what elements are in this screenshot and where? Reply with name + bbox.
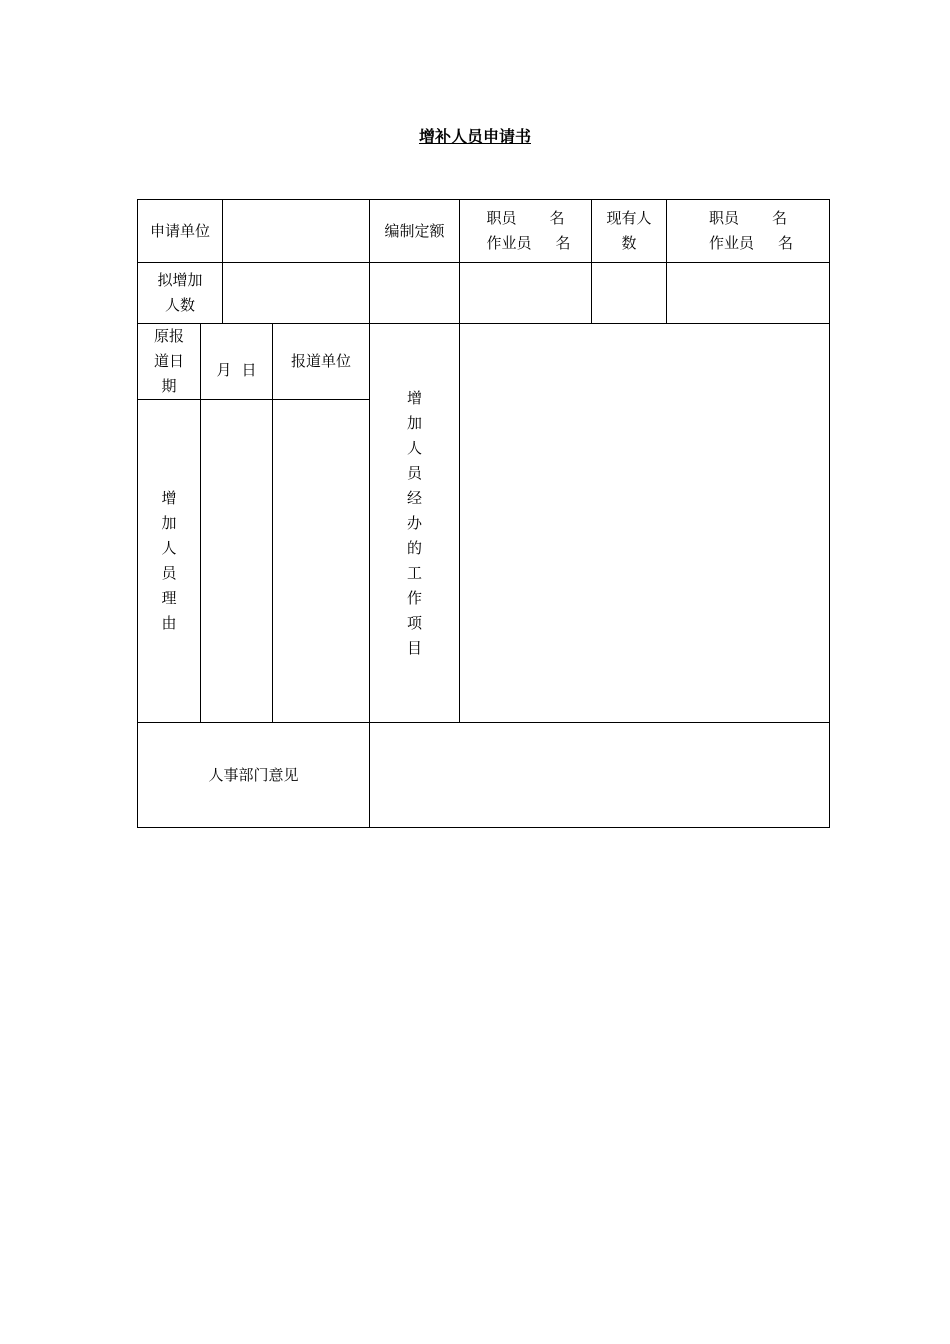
quota-counts [460, 200, 591, 262]
increase-reason-label-char: 增 [161, 489, 177, 507]
increase-reason-label-char: 加 [161, 514, 177, 532]
work-items-label-char: 员 [406, 463, 422, 482]
planned-increase-label: 拟增加 人数 [157, 271, 203, 314]
day-label: 日 [241, 360, 257, 379]
work-items-label-char: 的 [406, 538, 422, 557]
current-staff-unit: 名 [771, 209, 787, 227]
increase-reason-field-2[interactable] [273, 400, 369, 722]
work-items-label-char: 目 [406, 638, 422, 657]
page-title: 增补人员申请书 [418, 127, 531, 146]
applicant-unit-label: 申请单位 [149, 221, 210, 240]
work-items-label-char: 作 [406, 588, 422, 607]
increase-reason-label-char: 由 [161, 614, 177, 632]
current-worker-label: 作业员 [709, 234, 755, 252]
planned-current-field[interactable] [592, 263, 666, 323]
report-unit-label: 报道单位 [290, 352, 351, 370]
quota-worker-label: 作业员 [486, 234, 532, 252]
hr-opinion-field[interactable] [370, 723, 829, 827]
increase-reason-label-char: 理 [161, 589, 177, 607]
table-border-bottom [137, 827, 830, 828]
work-items-label-char: 经 [406, 488, 422, 507]
quota-label: 编制定额 [384, 221, 445, 240]
increase-reason-label [138, 400, 200, 722]
increase-reason-label-char: 员 [161, 564, 177, 582]
planned-current-counts-field[interactable] [667, 263, 829, 323]
work-items-label-char: 办 [406, 513, 422, 532]
work-items-label-char: 人 [406, 438, 422, 457]
work-items-field[interactable] [460, 324, 829, 722]
work-items-label-char: 工 [406, 563, 422, 582]
quota-staff-unit: 名 [549, 209, 565, 227]
planned-increase-field[interactable] [223, 263, 369, 323]
work-items-label-char: 增 [406, 388, 422, 407]
hr-opinion-label: 人事部门意见 [208, 765, 299, 784]
quota-staff-label: 职员 [486, 209, 517, 227]
month-label: 月 [216, 360, 232, 379]
work-items-label [370, 324, 459, 722]
current-staff-label: 职员 [709, 209, 740, 227]
quota-worker-unit: 名 [555, 234, 571, 252]
increase-reason-field-1[interactable] [201, 400, 272, 722]
work-items-label-char: 项 [406, 613, 422, 632]
original-report-date-label: 原报 道日 期 [153, 327, 184, 395]
work-items-label-char: 加 [406, 413, 422, 432]
table-border-right [829, 199, 830, 828]
applicant-unit-field[interactable] [223, 200, 369, 262]
current-counts [667, 200, 829, 262]
current-worker-unit: 名 [777, 234, 793, 252]
planned-quota-field[interactable] [370, 263, 459, 323]
current-count-label: 现有人 数 [606, 209, 652, 252]
planned-quota-counts-field[interactable] [460, 263, 591, 323]
increase-reason-label-char: 人 [161, 539, 177, 557]
